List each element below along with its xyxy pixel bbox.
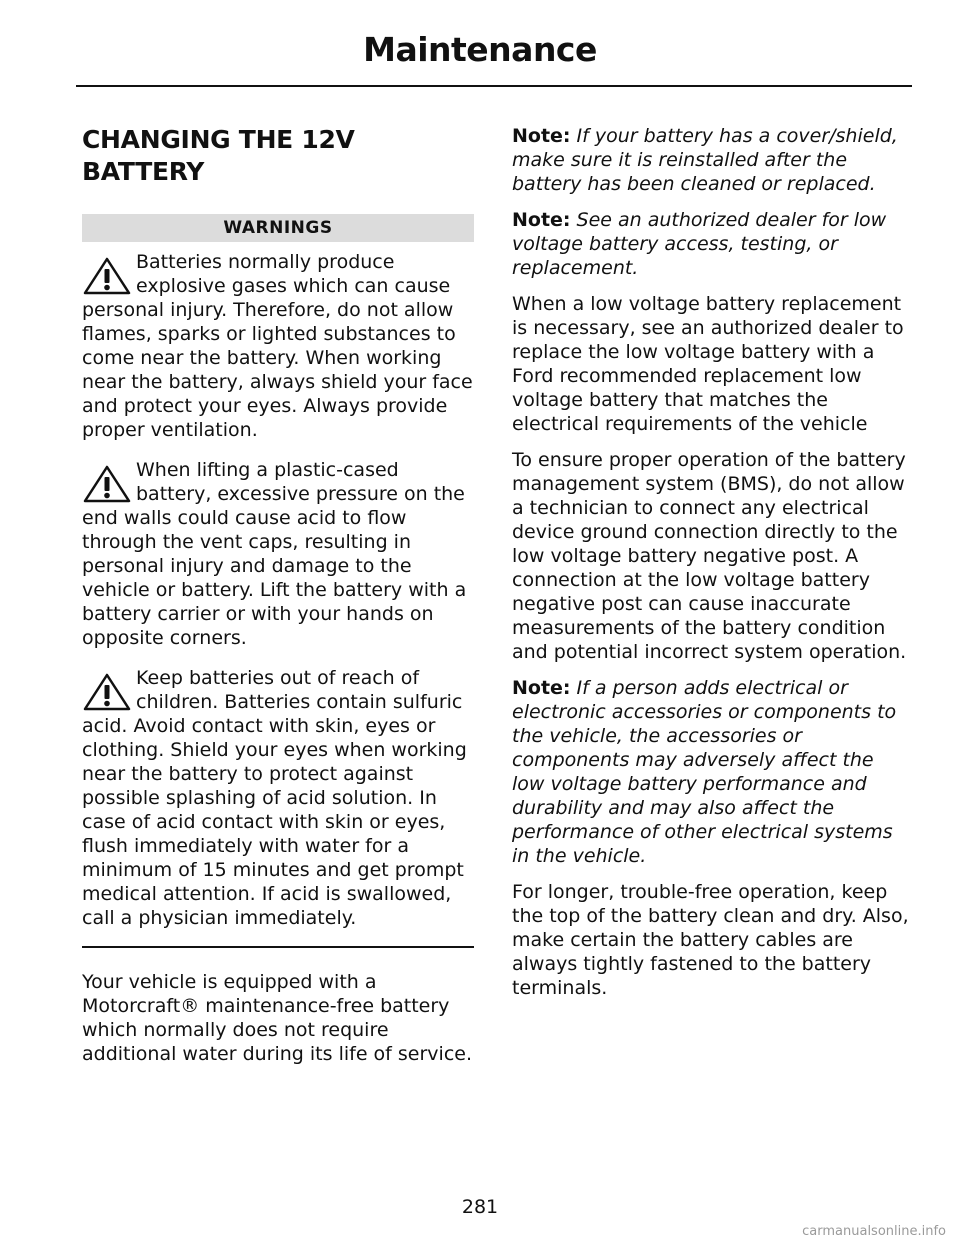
section-title-line-2: BATTERY	[82, 157, 205, 186]
note-dealer	[512, 208, 912, 280]
watermark: carmanualsonline.info	[802, 1224, 946, 1239]
right-column	[512, 124, 912, 1012]
warning-item	[82, 666, 474, 930]
warning-item	[82, 458, 474, 650]
note-cover-shield	[512, 124, 912, 196]
note-label: Note:	[512, 209, 571, 231]
section-title	[82, 124, 474, 188]
note-label: Note:	[512, 125, 571, 147]
section-title-line-1: CHANGING THE 12V	[82, 125, 355, 154]
warning-triangle-icon	[82, 256, 132, 296]
header-divider	[76, 85, 912, 87]
note-text: If a person adds electrical or electronic accessories or components to the vehicle, the accessories or components may adversely affect the low voltage battery performance and durability and may also affect the performance of other electrical systems in the vehicle.	[512, 677, 897, 867]
page-header-title: Maintenance	[363, 30, 597, 69]
page-number: 281	[461, 1196, 499, 1218]
maintenance-paragraph: For longer, trouble-free operation, keep the top of the battery clean and dry. Also, make certain the battery cables are always tightly fastened to the battery terminals.	[512, 881, 909, 999]
warning-triangle-icon	[82, 672, 132, 712]
warning-text: Keep batteries out of reach of children. Batteries contain sulfuric acid. Avoid contact with skin, eyes or clothing. Shield your eyes when working near the battery to protect against possible splashing of acid solution. In case of acid contact with skin or eyes, flush immediately with water for a minimum of 15 minutes and get prompt medical attention. If acid is swallowed, call a physician immediately.	[82, 667, 467, 929]
warning-text: Batteries normally produce explosive gases which can cause personal injury. Therefore, do not allow flames, sparks or lighted substances to come near the battery. When working near the battery, always shield your face and protect your eyes. Always provide proper ventilation.	[82, 251, 473, 441]
warning-triangle-icon	[82, 464, 132, 504]
note-text: If your battery has a cover/shield, make sure it is reinstalled after the battery has been cleaned or replaced.	[512, 125, 898, 195]
left-column	[82, 124, 474, 1078]
bms-paragraph: To ensure proper operation of the battery management system (BMS), do not allow a technician to connect any electrical device ground connection directly to the low voltage battery negative post. A connection at the low voltage battery negative post can cause inaccurate measurements of the battery condition and potential incorrect system operation.	[512, 449, 907, 663]
replacement-paragraph: When a low voltage battery replacement is necessary, see an authorized dealer to replace the low voltage battery with a Ford recommended replacement low voltage battery that matches the electrical requirements of the vehicle	[512, 293, 904, 435]
warning-text: When lifting a plastic-cased battery, excessive pressure on the end walls could cause acid to flow through the vent caps, resulting in personal injury and damage to the vehicle or battery. Lift the battery with a battery carrier or with your hands on opposite corners.	[82, 459, 467, 649]
battery-description: Your vehicle is equipped with a Motorcraft® maintenance-free battery which normally does not require additional water during its life of service.	[82, 971, 473, 1065]
note-label: Note:	[512, 677, 571, 699]
warnings-end-divider	[82, 946, 474, 948]
warnings-heading: WARNINGS	[82, 214, 474, 242]
note-text: See an authorized dealer for low voltage battery access, testing, or replacement.	[512, 209, 887, 279]
warning-item	[82, 250, 474, 442]
note-accessories	[512, 676, 912, 868]
